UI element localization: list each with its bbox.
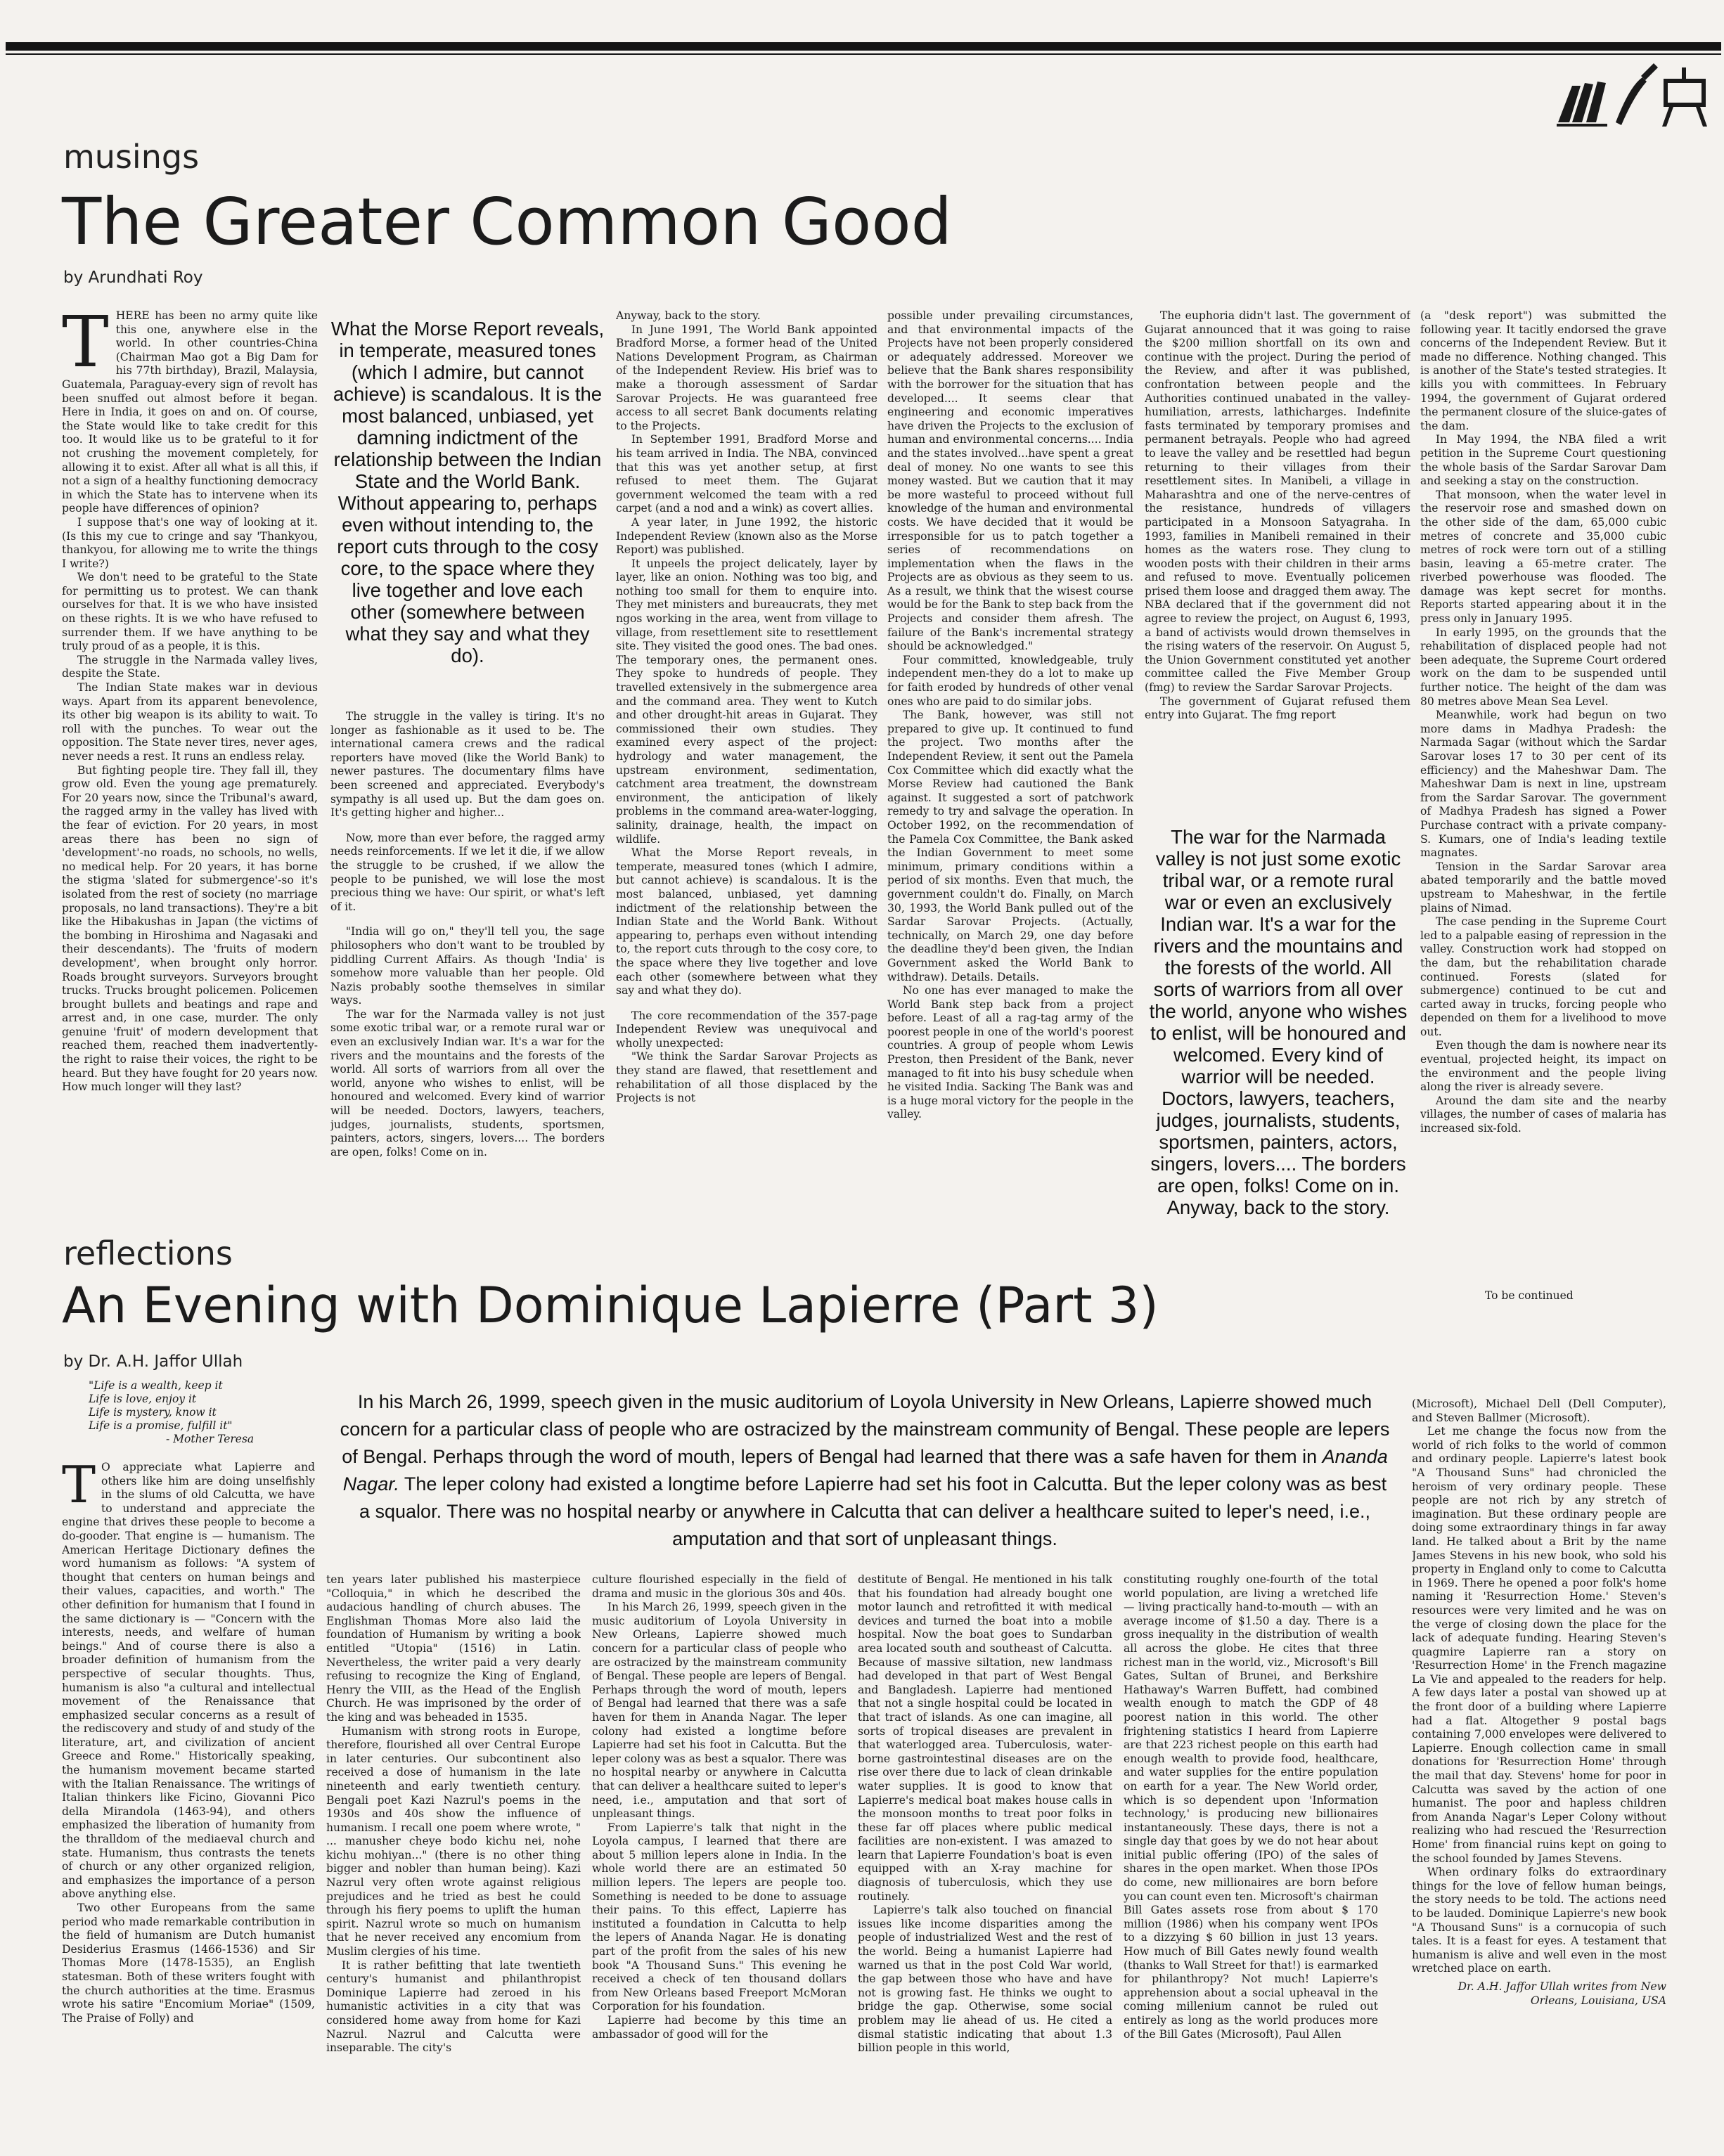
paragraph: Four committed, knowledgeable, truly independent men-they do a lot to make up for faith eroded by hundreds of other venal ones who are paid to do similar jobs.	[887, 653, 1133, 708]
paragraph: Meanwhile, work had begun on two more dams in Madhya Pradesh: the Narmada Sagar (without which the Sardar Sarovar loses 17 to 30 per cent of its efficiency) and the Maheshwar Dam. The Maheshwar Dam is next in line, upstream from the Sardar Sarovar. The government of Madhya Pradesh has signed a Power Purchase contract with a private company-S. Kumars, one of India's leading textile magnates.	[1420, 709, 1666, 860]
paragraph: The war for the Narmada valley is not just some exotic tribal war, or a remote rural war or even an exclusively Indian war. It's a war for the rivers and the mountains and the forests of the world. All sorts of warriors from all over the world, anyone who wishes to enlist, will be honoured and welcomed. Every kind of warrior will be needed. Doctors, lawyers, teachers, judges, journalists, students, sportsmen, painters, actors, singers, lovers.... The borders are open, folks! Come on in.	[330, 1007, 605, 1158]
byline: by Arundhati Roy	[63, 269, 203, 287]
paragraph: Let me change the focus now from the world of rich folks to the world of common and ordinary people. Lapierre's latest book "A Thousand Suns" had chronicled the heroism of very ordinary people. These people are not rich by any stretch of imagination. But these ordinary people are doing some extraordinary things in far away land. He talked about a Brit by the name James Stevens in his new book, who sold his property in England only to come to Calcutta in 1969. There he opened a poor folk's home naming it 'Resurrection Home.' Steven's resources were very limited and he was on the verge of closing down the place for the lack of adequate funding. Hearing Steven's quagmire Lapierre ran a story on 'Resurrection Home' in the French magazine La Vie and appealed to the readers for help. A few days later a postal van showed up at the front door of a building where Lapierre had a flat. Altogether 9 postal bags containing 7,000 envelopes were delivered to Lapierre. Enough collection came in small donations for 'Resurrection Home' through the mail that day. Stevens' home for poor in Calcutta was saved by the action of one humanist. The poor and hapless children from Ananda Nagar's Leper Colony without realizing who had rescued the 'Resurrection Home' from financial ruins kept on going to the school founded by James Stevens.	[1412, 1425, 1666, 1865]
article-column	[326, 1573, 581, 2146]
paragraph: "We think the Sardar Sarovar Projects as they stand are flawed, that resettlement and rehabilitation of all those displaced by the Projects is not	[616, 1050, 877, 1105]
paragraph: The government of Gujarat refused them entry into Gujarat. The fmg report	[1145, 695, 1410, 722]
paragraph: Tension in the Sardar Sarovar area abated temporarily and the battle moved upstream to Maheshwar, in the fertile plains of Nimad.	[1420, 860, 1666, 915]
paragraph: It is rather befitting that late twentieth century's humanist and philanthropist Dominique Lapierre had zeroed in his humanistic activities in a city that was considered home away from home for Kazi Nazrul. Nazrul and Calcutta were inseparable. The city's	[326, 1958, 581, 2055]
article-column	[330, 710, 605, 1283]
drop-cap: T	[62, 1461, 96, 1514]
paragraph: The struggle in the Narmada valley lives, despite the State.	[62, 653, 318, 680]
continued-note: To be continued	[1485, 1289, 1574, 1302]
drop-cap: T	[62, 309, 109, 383]
byline: by Dr. A.H. Jaffor Ullah	[63, 1353, 243, 1371]
intro-emphasis: Ananda Nagar.	[342, 1446, 1388, 1495]
paragraph: Now, more than ever before, the ragged army needs reinforcements. If we let it die, if we allow the struggle to be crushed, if we allow the people to be punished, we will lose the most precious thing we have: Our spirit, or what's left of it.	[330, 831, 605, 913]
paragraph: We don't need to be grateful to the State for permitting us to protest. We can thank ourselves for that. It is we who have insisted on these rights. It is we who have refused to surrender them. If we have anything to be truly proud of as a people, it is this.	[62, 571, 318, 653]
article-title: An Evening with Dominique Lapierre (Part 3)	[62, 1277, 1159, 1334]
paragraph: The Indian State makes war in devious ways. Apart from its apparent benevolence, its other big weapon is its ability to wait. To roll with the punches. To wear out the opposition. The State never tires, never ages, never needs a rest. It runs an endless relay.	[62, 681, 318, 763]
section-label: reflections	[63, 1234, 233, 1272]
paragraph: Anyway, back to the story.	[616, 309, 761, 322]
paragraph: (Microsoft), Michael Dell (Dell Computer), and Steven Ballmer (Microsoft).	[1412, 1397, 1666, 1424]
paragraph: In May 1994, the NBA filed a writ petition in the Supreme Court questioning the whole basis of the Sardar Sarovar Dam and seeking a stay on the construction.	[1420, 433, 1666, 488]
paragraph: It unpeels the project delicately, layer by layer, like an onion. Nothing was too big, and nothing too small for them to enquire into. They met ministers and bureaucrats, they met ngos working in the area, went from village to village, from resettlement site to resettlement site. They visited the good ones. The bad ones. The temporary ones, the permanent ones. They spoke to hundreds of people. They travelled extensively in the submergence area and the command area. They went to Kutch and other drought-hit areas in Gujarat. They commissioned their own studies. They examined every aspect of the project: hydrology and water management, the upstream environment, sedimentation, catchment area treatment, the downstream environment, the anticipation of likely problems in the command area-water-logging, salinity, drainage, health, the impact on wildlife.	[616, 557, 877, 846]
paragraph: But fighting people tire. They fall ill, they grow old. Even the young age prematurely. For 20 years now, since the Tribunal's award, the ragged army in the valley has lived with the fear of eviction. For 20 years, in most areas there has been no sign of 'development'-no roads, no schools, no wells, no medical help. For 20 years, it has borne the stigma 'slated for submergence'-so it's isolated from the rest of society (no marriage proposals, no land transactions). They're a bit like the Hibakushas in Japan (the victims of the bombing in Hiroshima and Nagasaki and their descendants). The 'fruits of modern development', when brought only horror. Roads brought surveyors. Surveyors brought trucks. Trucks brought policemen. Policemen brought bullets and beatings and rape and arrest and, in one case, murder. The only genuine 'fruit' of modern development that reached them, reached them inadvertently-the right to raise their voices, the right to be heard. But they have fought for 20 years now. How much longer will they last?	[62, 763, 318, 1094]
article-column	[1145, 309, 1410, 817]
paragraph: From Lapierre's talk that night in the Loyola campus, I learned that there are about 5 million lepers alone in India. In the whole world there are an estimated 50 million lepers. The lepers are people too. Something is needed to be done to assuage their pains. To this effect, Lapierre has instituted a foundation in Calcutta to help the lepers of Ananda Nagar. He is donating part of the profit from the sales of his new book "A Thousand Suns." This evening he received a check of ten thousand dollars from New Orleans based Freeport McMoran Corporation for his foundation.	[592, 1821, 847, 2013]
paragraph: I suppose that's one way of looking at it. (Is this my cue to cringe and say 'Thankyou, thankyou, for allowing me to write the things I write?)	[62, 515, 318, 570]
paragraph: The euphoria didn't last. The government of Gujarat announced that it was going to raise the $200 million shortfall on its own and continue with the project. During the period of the Review, and after it was published, confrontation between people and the Authorities continued unabated in the valley-humiliation, arrests, lathicharges. Indefinite fasts terminated by temporary promises and permanent betrayals. People who had agreed to leave the valley and be resettled had begun returning to their villages from their resettlement sites. In Manibeli, a village in Maharashtra and one of the nerve-centres of the resistance, hundreds of villagers participated in a Monsoon Satyagraha. In 1993, families in Manibeli remained in their homes as the waters rose. They clung to wooden posts with their children in their arms and refused to move. Eventually policemen prised them loose and dragged them away. The NBA declared that if the government did not agree to review the project, on August 6, 1993, a band of activists would drown themselves in the rising waters of the reservoir. On August 5, the Union Government constituted yet another committee called the Five Member Group (fmg) to review the Sardar Sarovar Projects.	[1145, 309, 1410, 695]
intro-text: The leper colony had existed a longtime before Lapierre had set his foot in Calcutta. But the leper colony was as best a squalor. There was no hospital nearby or anywhere in Calcutta that can deliver a healthcare suited to leper's need, i.e., amputation and that sort of unpleasant things.	[359, 1473, 1387, 1549]
article-title: The Greater Common Good	[62, 184, 953, 259]
article-column	[62, 1461, 315, 2146]
paragraph: HERE has been no army quite like this one, anywhere else in the world. In other countries-China (Chairman Mao got a Big Dam for his 77th birthday), Brazil, Malaysia, Guatemala, Paraguay-every sign of revolt has been snuffed out almost before it began. Here in India, it goes on and on. Of course, the State would like to take credit for this too. It would like us to be grateful to it for not crushing the movement completely, for allowing it to exist. After all what is all this, if not a sign of a healthy functioning democracy in which the State has to intervene when its people have differences of opinion?	[62, 309, 318, 515]
paragraph: Lapierre's talk also touched on financial issues like income disparities among the people of industrialized West and the rest of the world. Being a humanist Lapierre had warned us that in the post Cold War world, the gap between those who have and have not is growing fast. He thinks we ought to bridge the gap. Otherwise, some social problem may lie ahead of us. He cited a dismal statistic indicating that about 1.3 billion people in this world,	[858, 1904, 1112, 2055]
article-column	[616, 309, 877, 1283]
paragraph: (a "desk report") was submitted the following year. It tacitly endorsed the grave concerns of the Independent Review. But it made no difference. Nothing changed. This is another of the State's tested strategies. It kills you with committees. In February 1994, the government of Gujarat ordered the permanent closure of the sluice-gates of the dam.	[1420, 309, 1666, 432]
paragraph: That monsoon, when the water level in the reservoir rose and smashed down on the other side of the dam, 65,000 cubic metres of concrete and 35,000 cubic metres of rock were torn out of a stilling basin, leaving a 65-metre crater. The riverbed powerhouse was flooded. The damage was kept secret for months. Reports started appearing about it in the press only in January 1995.	[1420, 488, 1666, 626]
paragraph: In his March 26, 1999, speech given in the music auditorium of Loyola University in New Orleans, Lapierre showed much concern for a particular class of people who are ostracized by the mainstream community of Bengal. These people are lepers of Bengal. Perhaps through the word of mouth, lepers of Bengal had learned that there was a safe haven for them in Ananda Nagar. The leper colony had existed a longtime before Lapierre had set his foot in Calcutta. But the leper colony was as best a squalor. There was no hospital nearby or anywhere in Calcutta that can deliver a healthcare suited to leper's need, i.e., amputation and that sort of unpleasant things.	[592, 1601, 847, 1821]
paragraph: "India will go on," they'll tell you, the sage philosophers who don't want to be troubled by piddling Current Affairs. As though 'India' is somehow more valuable than her people. Old Nazis probably soothe themselves in similar ways.	[330, 925, 605, 1007]
epigraph-line: Life is a promise, fulfill it"	[89, 1419, 233, 1432]
paragraph: Around the dam site and the nearby villages, the number of cases of malaria has increased six-fold.	[1420, 1094, 1666, 1135]
epigraph-line: "Life is a wealth, keep it	[89, 1379, 223, 1392]
paragraph: Two other Europeans from the same period who made remarkable contribution in the field of humanism are Dutch humanist Desiderius Erasmus (1466-1536) and Sir Thomas More (1478-1535), an English statesman. Both of these writers fought with the church authorities at the time. Erasmus wrote his satire "Encomium Moriae" (1509, The Praise of Folly) and	[62, 1902, 315, 2025]
paragraph: In early 1995, on the grounds that the rehabilitation of displaced people had not been adequate, the Supreme Court ordered work on the dam to be suspended until further notice. The height of the dam was 80 metres above Mean Sea Level.	[1420, 626, 1666, 708]
masthead-rule-thin	[6, 53, 1721, 55]
epigraph-attribution: - Mother Teresa	[166, 1433, 255, 1445]
paragraph: Even though the dam is nowhere near its eventual, projected height, its impact on the environment and the people living along the river is already severe.	[1420, 1039, 1666, 1094]
pull-quote: What the Morse Report reveals, in temperate, measured tones (which I admire, but cannot achieve) is scandalous. It is the most balanced, unbiased, yet damning indictment of the relationship between the Indian State and the World Bank. Without appearing to, perhaps even without intending to, the report cuts through to the cosy core, to the space where they live together and love each other (somewhere between what they say and what they do).	[330, 318, 605, 666]
masthead-rule	[6, 42, 1721, 51]
paragraph: Humanism with strong roots in Europe, therefore, flourished all over Central Europe in later centuries. Our subcontinent also received a dose of humanism in the late nineteenth and early twentieth century. Bengali poet Kazi Nazrul's poems in the 1930s and 40s show the influence of humanism. I recall one poem where wrote, " ... manusher cheye bodo kichu nei, nohe kichu mohiyan..." (there is no other thing bigger and nobler than human being). Kazi Nazrul very often wrote against religious prejudices and he tried as best he could through his fiery poems to uplift the human spirit. Nazrul wrote so much on humanism that he never received any encomium from Muslim clergies of his time.	[326, 1724, 581, 1958]
epigraph-line: Life is mystery, know it	[89, 1406, 217, 1419]
article-column	[1412, 1397, 1666, 2146]
article-column	[858, 1573, 1112, 2146]
pull-quote: The war for the Narmada valley is not just some exotic tribal war, or a remote rural war or even an exclusively Indian war. It's a war for the rivers and the mountains and the forests of the world. All sorts of warriors from all over the world, anyone who wishes to enlist, will be honoured and welcomed. Every kind of warrior will be needed. Doctors, lawyers, teachers, judges, journalists, students, sportsmen, painters, actors, singers, lovers.... The borders are open, folks! Come on in. Anyway, back to the story.	[1149, 826, 1408, 1218]
article-column	[592, 1573, 847, 2146]
paragraph: In September 1991, Bradford Morse and his team arrived in India. The NBA, convinced that this was yet another setup, at first refused to meet them. The Gujarat government welcomed the team with a red carpet (and a nod and a wink) as covert allies.	[616, 433, 877, 515]
paragraph: The struggle in the valley is tiring. It's no longer as fashionable as it used to be. The international camera crews and the radical reporters have moved (like the World Bank) to newer pastures. The documentary films have been screened and appreciated. Everybody's sympathy is all used up. But the dam goes on. It's getting higher and higher...	[330, 710, 605, 820]
paragraph: In June 1991, The World Bank appointed Bradford Morse, a former head of the United Nations Development Program, as Chairman of the Independent Review. His brief was to make a thorough assessment of Sardar Sarovar Projects. He was guaranteed free access to all secret Bank documents relating to the Projects.	[616, 323, 877, 432]
author-signoff: Dr. A.H. Jaffor Ullah writes from New Orleans, Louisiana, USA	[1458, 1980, 1666, 2007]
paragraph: destitute of Bengal. He mentioned in his talk that his foundation had already bought one motor launch and retrofitted it with medical devices and turned the boat into a mobile hospital. Now the boat goes to Sundarban area located south and southeast of Calcutta. Because of massive siltation, new landmass had developed in that part of West Bengal and Bangladesh. Lapierre had mentioned that not a single hospital could be located in that tract of islands. As one can imagine, all sorts of tropical diseases are prevalent in that waterlogged area. Tuberculosis, water-borne gastrointestinal diseases are on the rise over there due to lack of clean drinkable water supplies. It is good to know that Lapierre's medical boat makes house calls in the monsoon months to treat poor folks in these far off places where public medical facilities are non-existent. I was amazed to learn that Lapierre Foundation's boat is even equipped with an X-ray machine for diagnosis of tuberculosis, which they use routinely.	[858, 1573, 1112, 1903]
paragraph: O appreciate what Lapierre and others like him are doing unselfishly in the slums of old Calcutta, we have to understand and appreciate the engine that drives these people to become a do-gooder. That engine is — humanism. The American Heritage Dictionary defines the word humanism as follows: "A system of thought that centers on human beings and their values, capacities, and worth." The other definition for humanism that I found in the same dictionary is — "Concern with the interests, needs, and welfare of human beings." And of course there is also a broader definition of humanism from the perspective of secular thoughts. Thus, humanism is also "a cultural and intellectual movement of the Renaissance that emphasized secular concerns as a result of the rediscovery and study of and study of the literature, art, and civilization of ancient Greece and Rome." Historically speaking, the humanism movement became started with the Italian Renaissance. The writings of Italian thinkers like Ficino, Giovanni Pico della Mirandola (1463-94), and others emphasized the liberation of humanity from the thralldom of the mediaeval church and state. Humanism, thus contrasts the tenets of church or any other organized religion, and emphasizes the importance of a person above anything else.	[62, 1461, 315, 1901]
paragraph: No one has ever managed to make the World Bank step back from a project before. Least of all a rag-tag army of the poorest people in one of the world's poorest countries. A group of people whom Lewis Preston, then President of the Bank, never managed to fit into his busy schedule when he visited India. Sacking The Bank was and is a huge moral victory for the people in the valley.	[887, 984, 1133, 1121]
paragraph: What the Morse Report reveals, in temperate, measured tones (which I admire, but cannot achieve) is scandalous. It is the most balanced, unbiased, yet damning indictment of the relationship between the Indian State and the World Bank. Without appearing to, perhaps even without intending to, the report cuts through to the cosy core, to the space where they live together and love each other (somewhere between what they say and what they do).	[616, 846, 877, 998]
intro-text: In his March 26, 1999, speech given in the music auditorium of Loyola University in New Orleans, Lapierre showed much concern for a particular class of people who are ostracized by the mainstream community of Bengal. These people are lepers of Bengal. Perhaps through the word of mouth, lepers of Bengal had learned that there was a safe haven for them in	[340, 1391, 1390, 1467]
intro-summary	[337, 1388, 1392, 1553]
article-column	[887, 309, 1133, 1283]
section-label: musings	[63, 138, 200, 176]
paragraph: possible under prevailing circumstances, and that environmental impacts of the Projects have not been properly considered or adequately addressed. Moreover we believe that the Bank shares responsibility with the borrower for the situation that has developed.... It seems clear that engineering and economic imperatives have driven the Projects to the exclusion of human and environmental concerns.... India and the states involved...have spent a great deal of money. No one wants to see this money wasted. But we caution that it may be more wasteful to proceed without full knowledge of the human and environmental costs. We have decided that it would be irresponsible for us to patch together a series of recommendations on implementation when the flaws in the Projects are as obvious as they seem to us. As a result, we think that the wisest course would be for the Bank to step back from the Projects and consider them afresh. The failure of the Bank's incremental strategy should be acknowledged."	[887, 309, 1133, 653]
paragraph: The case pending in the Supreme Court led to a palpable easing of repression in the valley. Construction work had stopped on the dam, but the rehabilitation charade continued. Forests (slated for submergence) continued to be cut and carted away in trucks, forcing people who depended on them for a livelihood to move out.	[1420, 915, 1666, 1038]
paragraph: When ordinary folks do extraordinary things for the love of fellow human beings, the story needs to be told. The actions need to be lauded. Dominique Lapierre's new book "A Thousand Suns" is a cornucopia of such tales. It is a feast for eyes. A testament that humanism is alive and well even in the most wretched place on earth.	[1412, 1866, 1666, 1975]
paragraph: Lapierre had become by this time an ambassador of good will for the	[592, 2014, 847, 2041]
epigraph-line: Life is love, enjoy it	[89, 1393, 197, 1405]
epigraph	[89, 1379, 328, 1446]
paragraph: A year later, in June 1992, the historic Independent Review (known also as the Morse Report) was published.	[616, 515, 877, 557]
article-column	[62, 309, 318, 1283]
article-column	[1124, 1573, 1378, 2146]
books-pen-easel-icon	[1551, 58, 1713, 128]
paragraph: The core recommendation of the 357-page Independent Review was unequivocal and wholly unexpected:	[616, 1009, 877, 1050]
paragraph: culture flourished especially in the field of drama and music in the glorious 30s and 40s.	[592, 1573, 847, 1600]
paragraph: The Bank, however, was still not prepared to give up. It continued to fund the project. Two months after the Independent Review, it sent out the Pamela Cox Committee which did exactly what the Morse Review had cautioned the Bank against. It suggested a sort of patchwork remedy to try and salvage the operation. In October 1992, on the recommendation of the Pamela Cox Committee, the Bank asked the Indian Government to meet some minimum, primary conditions within a period of six months. Even that much, the government couldn't do. Finally, on March 30, 1993, the World Bank pulled out of the Sardar Sarovar Projects. (Actually, technically, on March 29, one day before the deadline they'd been given, the Indian Government asked the World Bank to withdraw). Details. Details.	[887, 709, 1133, 983]
paragraph: constituting roughly one-fourth of the total world population, are living a wretched life — living practically hand-to-mouth — with an average income of $1.50 a day. There is a gross inequality in the distribution of wealth all across the globe. He cites that three richest man in the world, viz., Microsoft's Bill Gates, Sultan of Brunei, and Berkshire Hathaway's Warren Buffett, had combined wealth enough to match the GDP of 48 poorest nation in this world. The other frightening statistics I heard from Lapierre are that 223 richest people on this earth had enough wealth to provide food, healthcare, and water supplies for the entire population on earth for a year. The New World order, which is so dependent upon 'Information technology,' is producing new billionaires instantaneously. These days, there is not a single day that goes by we do not hear about initial public offering (IPO) of the sales of shares in the open market. When those IPOs do come, new millionaires are born before you can count even ten. Microsoft's chairman Bill Gates assets rose from about $ 170 million (1986) when his company went IPOs to a dizzying $ 60 billion in just 13 years. How much of Bill Gates newly found wealth (thanks to Wall Street for that!) is earmarked for philanthropy? Not much! Lapierre's apprehension about a social upheaval in the coming millenium cannot be ruled out entirely as long as the world produces more of the Bill Gates (Microsoft), Paul Allen	[1124, 1573, 1378, 2041]
paragraph: ten years later published his masterpiece "Colloquia," in which he described the audacious handling of church abuses. The Englishman Thomas More also laid the foundation of Humanism by writing a book entitled "Utopia" (1516) in Latin. Nevertheless, the writer paid a very dearly refusing to recognize the King of England, Henry the VIII, as the Head of the English Church. He was imprisoned by the order of the king and was beheaded in 1535.	[326, 1573, 581, 1724]
article-column	[1420, 309, 1666, 1283]
